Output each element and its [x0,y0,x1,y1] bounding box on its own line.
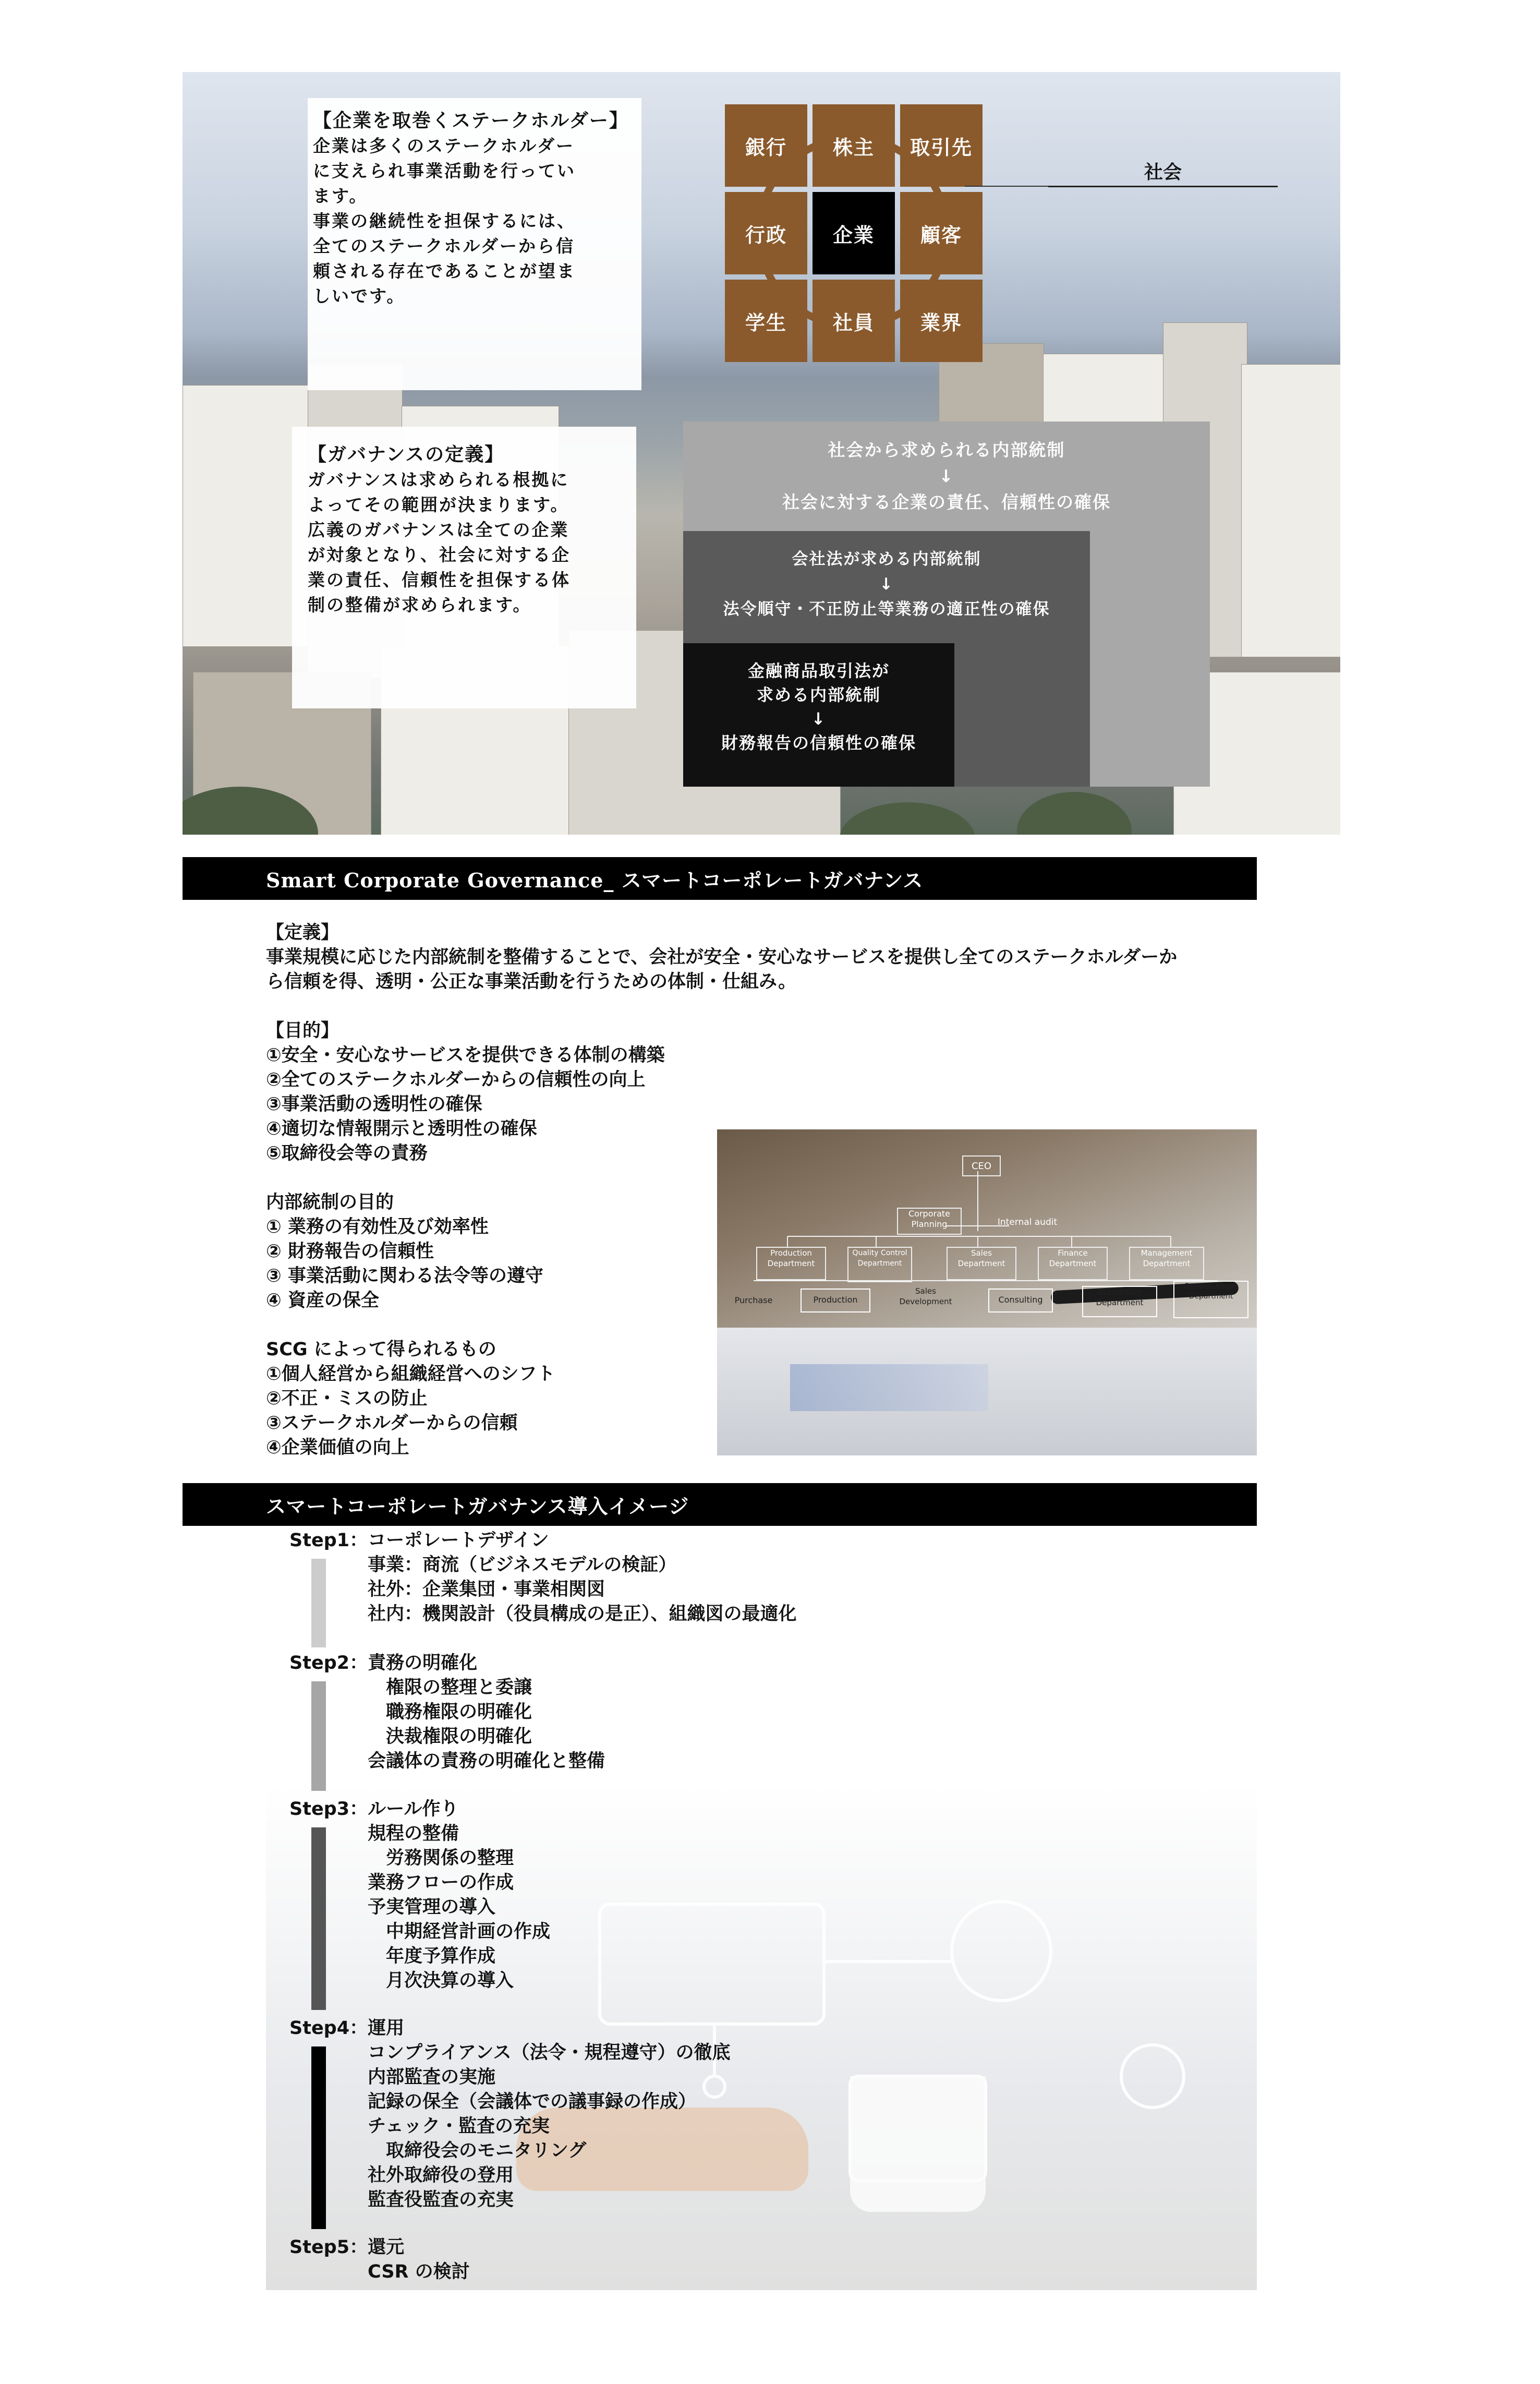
step-item: 記録の保全（会議体での議事録の作成） [368,2091,697,2112]
ic-item: ④ 資産の保全 [266,1290,379,1311]
governance-line: が対象となり、社会に対する企 [308,545,571,565]
ic-item: ① 業務の有効性及び効率性 [266,1217,489,1237]
governance-line: ガバナンスは求められる根拠に [308,469,569,490]
governance-text-panel [292,427,636,708]
org-internal-audit: Internal audit [997,1217,1058,1227]
definition-line: ら信頼を得、透明・公正な事業活動を行うための体制・仕組み。 [266,971,797,992]
step-5 [289,2235,470,2282]
stakeholder-line: ます。 [313,186,368,206]
purpose-item: ④適切な情報開示と透明性の確保 [266,1118,537,1139]
org-accounting: Accounting Department [1082,1286,1157,1317]
step-items [368,1822,550,1993]
box-line: 求める内部統制 [756,685,881,705]
step-item: 社外取締役の登用 [368,2165,514,2186]
gain-item: ④企業価値の向上 [266,1437,409,1458]
intro-title: スマートコーポレートガバナンス導入イメージ [266,1495,689,1518]
stakeholder-student: 学生 [725,280,807,362]
box-line: 会社法が求める内部統制 [792,550,981,569]
step-2 [289,1651,605,1772]
step-item: 会議体の責務の明確化と整備 [368,1751,605,1772]
governance-heading: 【ガバナンスの定義】 [308,444,505,465]
box-line: 財務報告の信頼性の確保 [721,733,916,753]
stakeholder-government: 行政 [725,192,807,274]
step-item: 事業：商流（ビジネスモデルの検証） [368,1555,677,1575]
stakeholder-text-panel [308,98,641,390]
box-line: ↓ [939,466,954,486]
step-item: 中期経営計画の作成 [368,1921,551,1942]
document-graph [790,1364,988,1411]
step-item: 内部監査の実施 [368,2067,496,2088]
step-title: Step5：還元 [289,2237,405,2258]
purpose-item: ①安全・安心なサービスを提供できる体制の構築 [266,1045,665,1066]
org-quality-control: Quality Control Department [847,1247,912,1282]
governance-body [308,467,571,618]
stakeholder-industry: 業界 [900,280,983,362]
org-sales-department: Sales Department [947,1247,1016,1280]
step-indicator-bar [311,1681,326,1791]
org-sales-development: Sales Development [899,1286,952,1306]
step-title: Step3：ルール作り [289,1799,459,1820]
tree [1017,792,1132,835]
step-item: 年度予算作成 [368,1946,496,1967]
org-consulting: Consulting [988,1289,1053,1313]
step-item: 月次決算の導入 [368,1970,514,1991]
step-indicator-bar [311,2046,326,2229]
box-line: 社会から求められる内部統制 [828,440,1065,460]
governance-line: よってその範囲が決まります。 [308,495,569,515]
purpose-heading: 【目的】 [266,1020,339,1041]
step-item: 規程の整備 [368,1823,459,1844]
stakeholder-company: 企業 [813,192,895,274]
step-item: 権限の整理と委譲 [368,1677,532,1698]
org-finance-department: Finance Department [1038,1247,1108,1280]
step-item: 社内：機関設計（役員構成の是正）、組織図の最適化 [368,1604,797,1624]
step-item: CSR の検討 [368,2261,470,2282]
fiea-control-box [683,643,954,787]
gain-item: ②不正・ミスの防止 [266,1388,428,1409]
stakeholder-line: に支えられ事業活動を行ってい [313,161,576,181]
stakeholder-line: 全てのステークホルダーから信 [313,236,575,256]
box-line: 金融商品取引法が [747,661,890,681]
building [1241,364,1340,657]
step-indicator-bar [311,1827,326,2010]
step-title: Step2：責務の明確化 [289,1653,478,1673]
stakeholder-customer: 顧客 [900,192,983,274]
tree [840,802,975,835]
ic-item: ② 財務報告の信頼性 [266,1241,434,1262]
stakeholder-heading: 【企業を取巻くステークホルダー】 [313,110,629,131]
step-item: コンプライアンス（法令・規程遵守）の徹底 [368,2042,731,2063]
step-item: 職務権限の明確化 [368,1702,532,1723]
hero-cityscape-panel [183,72,1340,835]
box-line: 社会に対する企業の責任、信頼性の確保 [782,492,1111,512]
step-item: 決裁権限の明確化 [368,1726,532,1747]
box-line: ↓ [879,575,894,594]
stakeholder-supplier: 取引先 [900,104,983,187]
org-corporate-planning: Corporate Planning [897,1208,962,1235]
stakeholder-shareholder: 株主 [813,104,895,187]
stakeholder-line: しいです。 [313,286,406,306]
step-3 [289,1797,551,1991]
org-production-department: Production Department [756,1247,826,1280]
step-item: 予実管理の導入 [368,1897,496,1918]
stakeholder-employee: 社員 [813,280,895,362]
step-item: 監査役監査の充実 [368,2189,514,2210]
definition-line: 事業規模に応じた内部統制を整備することで、会社が安全・安心なサービスを提供し全てのステークホルダーか [266,947,1178,968]
ic-heading: 内部統制の目的 [266,1192,394,1213]
step-1 [289,1528,797,1624]
purpose-item: ②全てのステークホルダーからの信頼性の向上 [266,1069,646,1090]
step-item: 取締役会のモニタリング [368,2140,587,2161]
stakeholder-line: 事業の継続性を担保するには、 [313,211,576,231]
governance-line: 制の整備が求められます。 [308,595,532,615]
society-label: 社会 [1048,160,1278,187]
stakeholder-body [313,134,629,309]
org-general-affairs: General Affairs Department [1173,1281,1248,1318]
step-indicator-bar [311,1559,326,1647]
step-item: 業務フローの作成 [368,1872,514,1893]
coffee-cup [850,2076,986,2212]
step-title: Step4：運用 [289,2018,405,2039]
step-title: Step1：コーポレートデザイン [289,1530,549,1551]
org-chart-photo [717,1129,1257,1455]
step-item: チェック・監査の充実 [368,2116,550,2137]
definition-heading: 【定義】 [266,922,339,943]
stakeholder-line: 頼される存在であることが望ま [313,261,576,281]
step-items [368,2260,470,2284]
step-items [368,1553,797,1627]
step-items [368,2041,730,2212]
purpose-item: ③事業活動の透明性の確保 [266,1094,482,1115]
governance-line: 業の責任、信頼性を担保する体 [308,570,571,590]
box-line: 法令順守・不正防止等業務の適正性の確保 [723,600,1050,619]
gain-item: ③ステークホルダーからの信頼 [266,1413,518,1434]
gain-heading: SCG によって得られるもの [266,1339,496,1360]
stakeholder-line: 企業は多くのステークホルダー [313,136,575,156]
step-items [368,1676,605,1774]
org-purchase: Purchase [734,1295,773,1305]
purpose-item: ⑤取締役会等の責務 [266,1143,428,1164]
stakeholder-bank: 銀行 [725,104,807,187]
gain-item: ①個人経営から組織経営へのシフト [266,1364,555,1384]
scg-title: Smart Corporate Governance_ スマートコーポレートガバナンス [266,868,924,892]
org-production: Production [801,1289,870,1313]
org-ceo: CEO [962,1155,1001,1176]
ic-item: ③ 事業活動に関わる法令等の遵守 [266,1266,543,1286]
stakeholder-grid [725,104,996,376]
intro-title-bar [183,1483,1257,1526]
box-line: ↓ [811,709,827,729]
org-management-department: Management Department [1129,1247,1204,1280]
step-item: 社外：企業集団・事業相関図 [368,1579,605,1600]
step-4 [289,2016,731,2210]
step-item: 労務関係の整理 [368,1848,514,1869]
governance-line: 広義のガバナンスは全ての企業 [308,520,569,540]
scg-title-bar [183,857,1257,900]
